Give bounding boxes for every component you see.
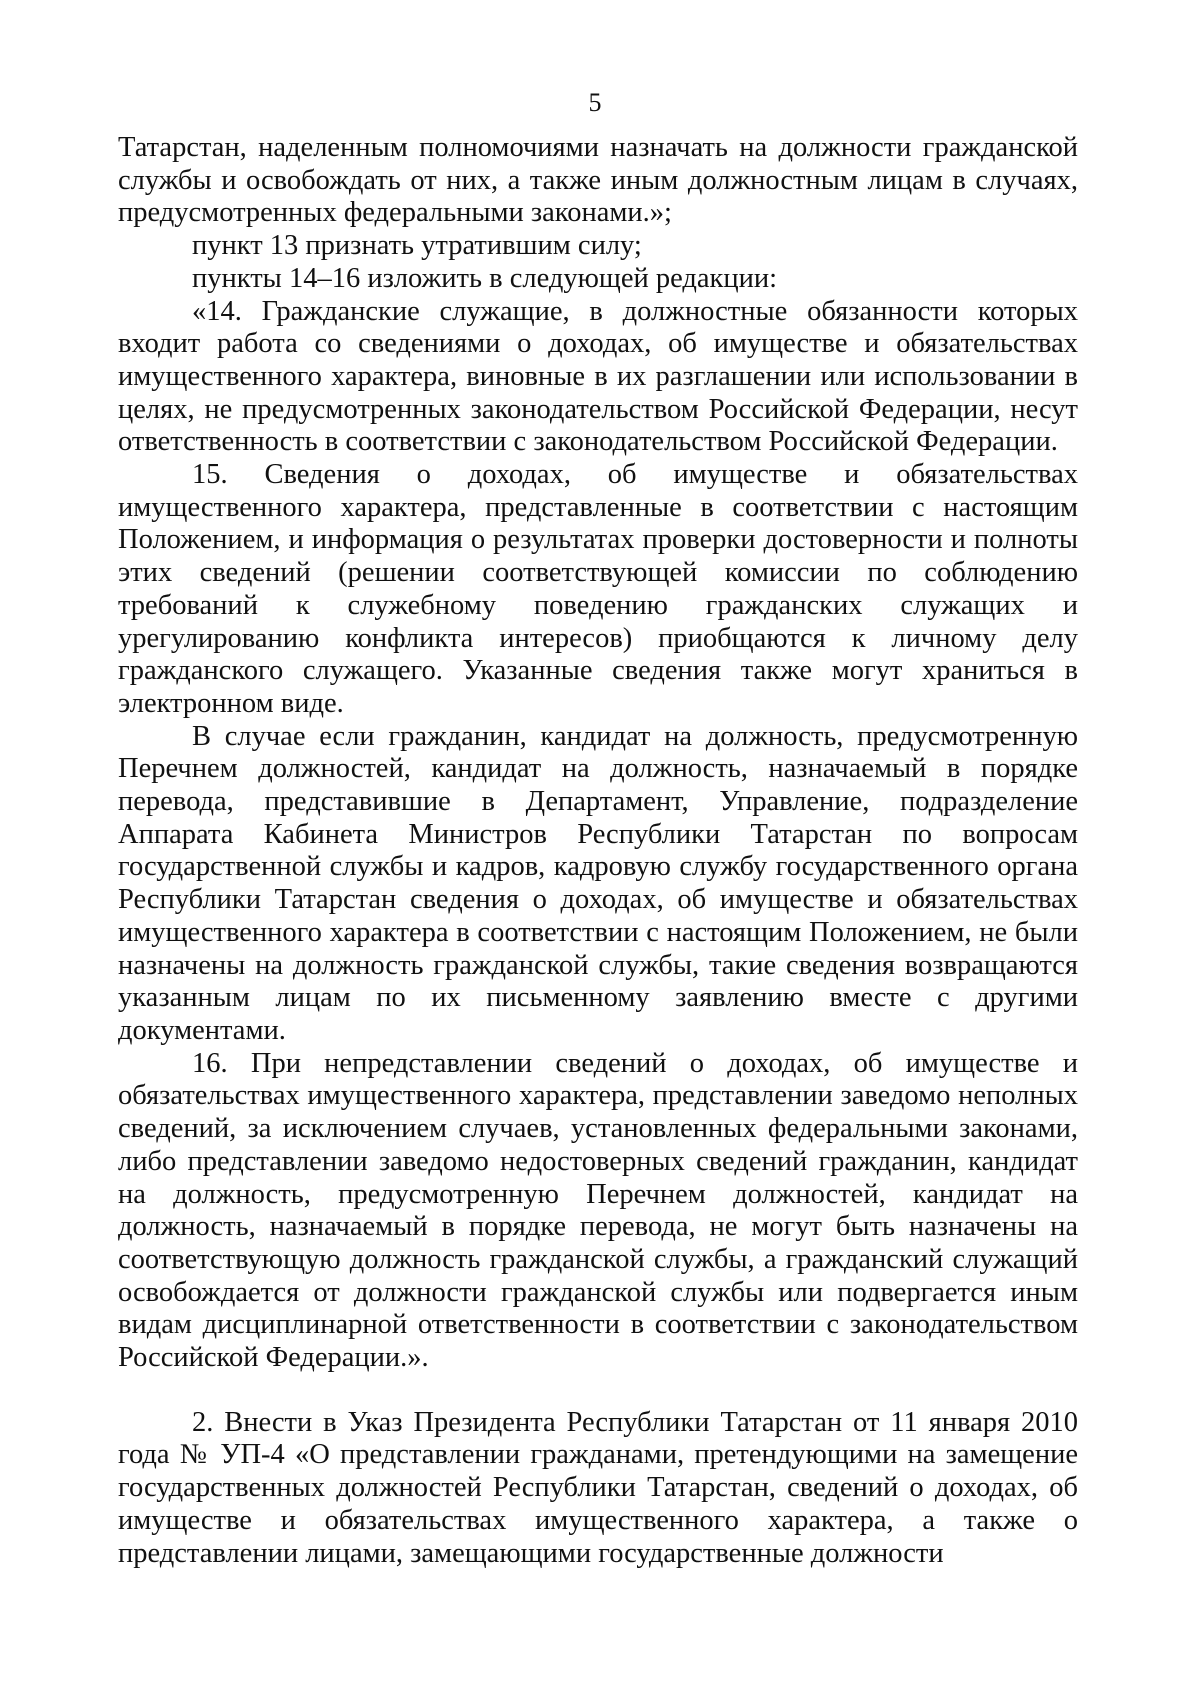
document-body — [118, 132, 1078, 1570]
paragraph-continuation: Татарстан, наделенным полномочиями назначать на должности гражданской службы и освобождать от них, а также иным должностным лицам в случаях, предусмотренных федеральными законами.»; — [118, 132, 1078, 229]
paragraph-item-15-return: В случае если гражданин, кандидат на должность, предусмотренную Перечнем должностей, кандидат на должность, назначаемый в порядке перевода, представившие в Департамент, Управление, подразделение Аппарата Кабинета Министров Республики Татарстан по вопросам государственной службы и кадров, кадровую службу государственного органа Республики Татарстан сведения о доходах, об имуществе и обязательствах имущественного характера в соответствии с настоящим Положением, не были назначены на должность гражданской службы, такие сведения возвращаются указанным лицам по их письменному заявлению вместе с другими документами. — [118, 720, 1078, 1046]
paragraph-item-13: пункт 13 признать утратившим силу; — [192, 230, 642, 262]
page-number: 5 — [588, 88, 602, 117]
paragraph-item-16: 16. При непредставлении сведений о доходах, об имуществе и обязательствах имущественного характера, представлении заведомо неполных сведений, за исключением случаев, установленных федеральными законами, либо представлении заведомо недостоверных сведений гражданин, кандидат на должность, предусмотренную Перечнем должностей, кандидат на должность, назначаемый в порядке перевода, не могут быть назначены на соответствующую должность гражданской службы, а гражданский служащий освобождается от должности гражданской службы или подвергается иным видам дисциплинарной ответственности в соответствии с законодательством Российской Федерации.». — [118, 1047, 1078, 1374]
paragraph-item-15: 15. Сведения о доходах, об имуществе и обязательствах имущественного характера, представленные в соответствии с настоящим Положением, и информация о результатах проверки достоверности и полноты этих сведений (решении соответствующей комиссии по соблюдению требований к служебному поведению гражданских служащих и урегулированию конфликта интересов) приобщаются к личному делу гражданского служащего. Указанные сведения также могут храниться в электронном виде. — [118, 459, 1078, 719]
paragraph-section-2: 2. Внести в Указ Президента Республики Татарстан от 11 января 2010 года № УП-4 «О представлении гражданами, претендующими на замещение государственных должностей Республики Татарстан, сведений о доходах, об имуществе и обязательствах имущественного характера, а также о представлении лицами, замещающими государственные должности — [118, 1406, 1078, 1569]
paragraph-item-14: «14. Гражданские служащие, в должностные обязанности которых входит работа со сведениями о доходах, об имуществе и обязательствах имущественного характера, виновные в их разглашении или использовании в целях, не предусмотренных законодательством Российской Федерации, несут ответственность в соответствии с законодательством Российской Федерации. — [118, 295, 1078, 458]
paragraph-items-14-16-intro: пункты 14–16 изложить в следующей редакции: — [192, 262, 778, 294]
